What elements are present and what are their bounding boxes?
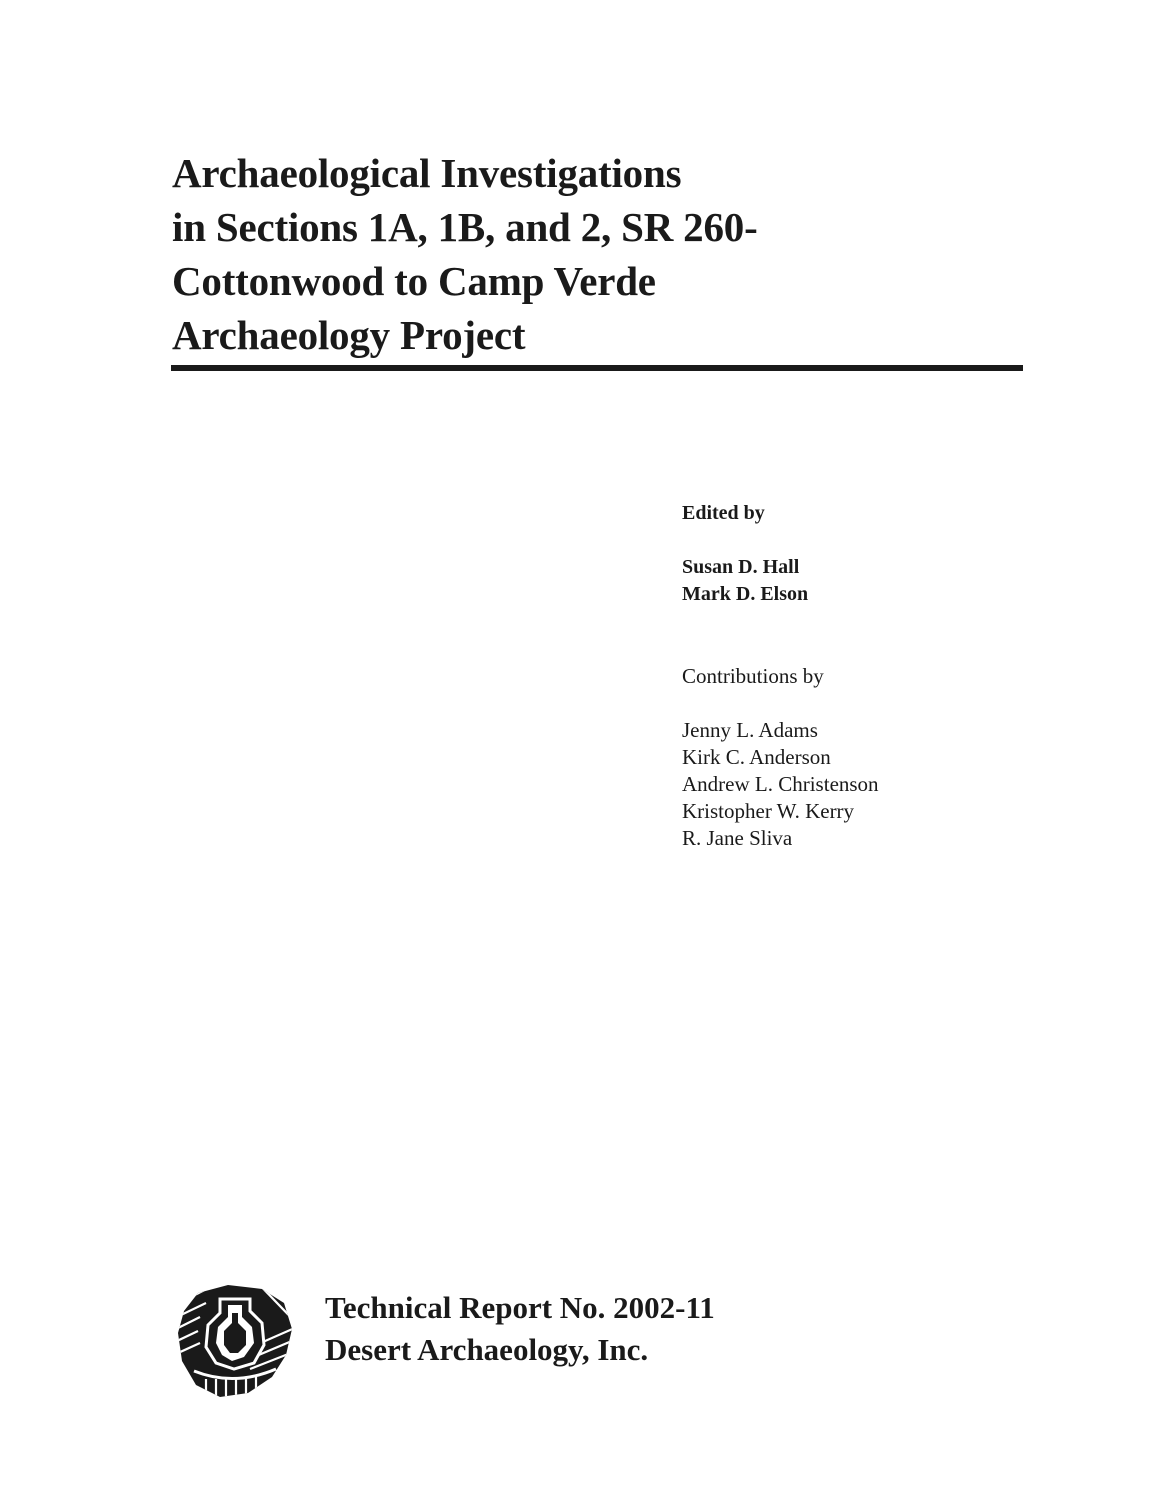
desert-archaeology-logo-icon — [176, 1283, 294, 1399]
contributor-name: Kristopher W. Kerry — [682, 799, 855, 823]
report-info — [325, 1287, 715, 1371]
report-number: Technical Report No. 2002-11 — [325, 1290, 715, 1325]
contributor-name: Jenny L. Adams — [682, 718, 818, 742]
contributor-name: R. Jane Sliva — [682, 826, 793, 850]
publisher-name: Desert Archaeology, Inc. — [325, 1332, 649, 1367]
title-line-3: Cottonwood to Camp Verde — [172, 258, 656, 304]
contributions-by-label: Contributions by — [682, 664, 824, 688]
title-divider — [171, 365, 1023, 371]
edited-by-label: Edited by — [682, 502, 765, 524]
report-title — [172, 146, 1032, 362]
contributor-name: Andrew L. Christenson — [682, 772, 879, 796]
title-line-2: in Sections 1A, 1B, and 2, SR 260- — [172, 204, 758, 250]
title-line-1: Archaeological Investigations — [172, 150, 682, 196]
title-line-4: Archaeology Project — [172, 312, 526, 358]
editor-name: Mark D. Elson — [682, 583, 809, 605]
credits-block — [682, 500, 1122, 852]
editor-name: Susan D. Hall — [682, 556, 800, 578]
contributor-name: Kirk C. Anderson — [682, 745, 831, 769]
